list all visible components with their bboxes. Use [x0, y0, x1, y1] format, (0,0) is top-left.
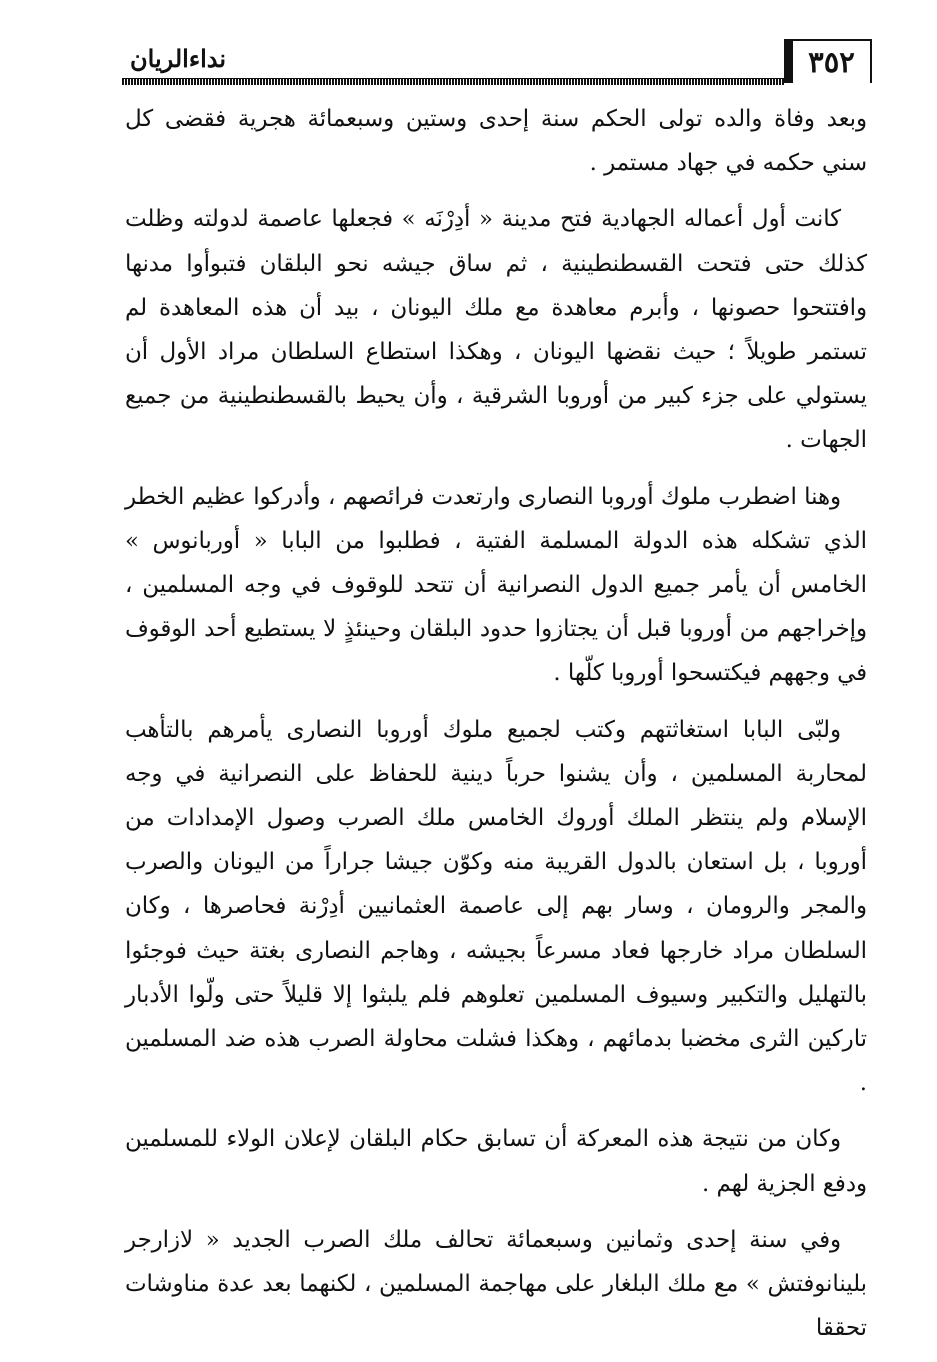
page-header: [122, 36, 872, 86]
page-number: ٣٥٢: [784, 39, 872, 83]
paragraph-2: كانت أول أعماله الجهادية فتح مدينة « أدِرْنَه » فجعلها عاصمة لدولته وظلت كذلك حتى فتحت القسطنطينية ، ثم ساق جيشه نحو البلقان فتبوأوا مدنها وافتتحوا حصونها ، وأبرم معاهدة مع ملك اليونان ، بيد أن هذه المعاهدة لم تستمر طويلاً ؛ حيث نقضها اليونان ، وهكذا استطاع السلطان مراد الأول أن يستولي على جزء كبير من أوروبا الشرقية ، وأن يحيط بالقسطنطينية من جميع الجهات .: [125, 206, 867, 454]
paragraph-3: وهنا اضطرب ملوك أوروبا النصارى وارتعدت فرائصهم ، وأدركوا عظيم الخطر الذي تشكله هذه الدولة المسلمة الفتية ، فطلبوا من البابا « أوربانوس » الخامس أن يأمر جميع الدول النصرانية أن تتحد للوقوف في وجه المسلمين ، وإخراجهم من أوروبا قبل أن يجتازوا حدود البلقان وحينئذٍ لا يستطيع أحد الوقوف في وجههم فيكتسحوا أوروبا كلّها .: [125, 483, 867, 687]
paragraph-6: وفي سنة إحدى وثمانين وسبعمائة تحالف ملك الصرب الجديد « لازارجر بلينانوفتش » مع ملك البلغار على مهاجمة المسلمين ، لكنهما بعد عدة مناوشات تحققا: [125, 1226, 867, 1342]
page-body: [125, 97, 867, 1362]
paragraph-4: ولبّى البابا استغاثتهم وكتب لجميع ملوك أوروبا النصارى يأمرهم بالتأهب لمحاربة المسلمين ، وأن يشنوا حرباً دينية للحفاظ على النصرانية في وجه الإسلام ولم ينتظر الملك أوروك الخامس ملك الصرب وصول الإمدادات من أوروبا ، بل استعان بالدول القريبة منه وكوّن جيشا جراراً من اليونان والصرب والمجر والرومان ، وسار بهم إلى عاصمة العثمانيين أدِرْنة فحاصرها ، وكان السلطان مراد خارجها فعاد مسرعاً بجيشه ، وهاجم النصارى بغتة حيث فوجئوا بالتهليل والتكبير وسيوف المسلمين تعلوهم فلم يلبثوا إلا قليلاً حتى ولّوا الأدبار تاركين الثرى مخضبا بدمائهم ، وهكذا فشلت محاولة الصرب هذه ضد المسلمين .: [125, 716, 867, 1097]
header-rule: [122, 78, 784, 85]
paragraph-1: وبعد وفاة والده تولى الحكم سنة إحدى وستين وسبعمائة هجرية فقضى كل سني حكمه في جهاد مستمر .: [125, 106, 867, 177]
book-title: نداءالريان: [130, 44, 227, 73]
paragraph-5: وكان من نتيجة هذه المعركة أن تسابق حكام البلقان لإعلان الولاء للمسلمين ودفع الجزية لهم .: [125, 1126, 867, 1197]
